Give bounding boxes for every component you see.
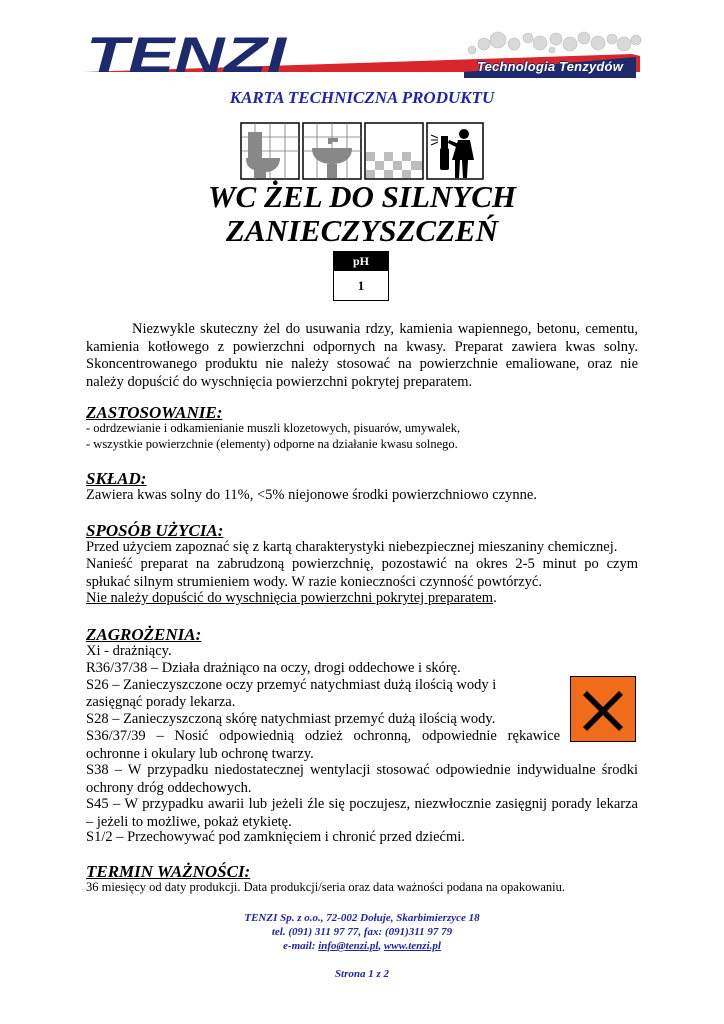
footer-company: TENZI Sp. z o.o., 72-002 Dołuje, Skarbimierzyce 18	[244, 912, 480, 924]
tenzi-logo[interactable]	[84, 30, 294, 78]
product-name-line2: ZANIECZYSZCZEŃ	[225, 213, 499, 248]
hazard-s38: S38 – W przypadku niedostatecznej wentylacji stosować odpowiednie indywidualne środki ochrony dróg oddechowych.	[86, 762, 638, 796]
hazard-s28: S28 – Zanieczyszczoną skórę natychmiast przemyć dużą ilością wody.	[86, 711, 496, 727]
footer-email-prefix: e-mail:	[283, 940, 319, 952]
sklad-text: Zawiera kwas solny do 11%, <5% niejonowe środki powierzchniowo czynne.	[86, 487, 537, 503]
footer-separator: ,	[378, 940, 384, 952]
intro-paragraph: Niezwykle skuteczny żel do usuwania rdzy, kamienia wapiennego, betonu, cementu, kamienia kotłowego z powierzchni odpornych na kwasy. Preparat zawiera kwas solny. Skoncentrowanego produktu nie należy stosować na powierzchnie emaliowane, oraz nie należy dopuścić do wyschnięcia powierzchni pokrytej preparatem.	[86, 321, 638, 390]
section-title-zagrozenia: ZAGROŻENIA:	[86, 625, 202, 644]
document-title: KARTA TECHNICZNA PRODUKTU	[229, 88, 495, 107]
ph-table	[333, 251, 389, 301]
footer-contact	[0, 939, 724, 953]
bubbles-decoration	[468, 32, 641, 54]
tagline: Technologia Tenzydów	[476, 59, 624, 74]
footer-phones: tel. (091) 311 97 77, fax: (091)311 97 79	[271, 926, 453, 938]
section-title-zastosowanie: ZASTOSOWANIE:	[86, 403, 223, 422]
header	[84, 30, 642, 80]
website-link[interactable]: www.tenzi.pl	[383, 940, 441, 952]
product-name-line1: WC ŻEL DO SILNYCH	[207, 179, 517, 214]
zastosowanie-line1: - odrdzewianie i odkamienianie muszli klozetowych, pisuarów, umywalek,	[86, 421, 461, 435]
section-title-sklad: SKŁAD:	[86, 469, 147, 488]
sposob-warning-text: Nie należy dopuścić do wyschnięcia powierzchni pokrytej preparatem	[86, 590, 494, 606]
ph-value: 1	[357, 278, 365, 293]
sposob-line2: Nanieść preparat na zabrudzoną powierzchnię, pozostawić na okres 2-5 minut po czym spłukać silnym strumieniem wody. W razie konieczności czynność powtórzyć.	[86, 556, 638, 590]
ph-label: pH	[334, 252, 388, 271]
cleaner-person-icon	[427, 123, 483, 179]
sposob-warning	[86, 590, 638, 608]
section-title-termin: TERMIN WAŻNOŚCI:	[86, 862, 251, 881]
sink-icon	[303, 123, 361, 179]
hazard-s1-2: S1/2 – Przechowywać pod zamknięciem i chronić przed dziećmi.	[86, 829, 465, 845]
hazard-xi: Xi - drażniący.	[86, 643, 172, 659]
product-name	[0, 180, 724, 248]
zastosowanie-text	[86, 421, 638, 452]
usage-icons	[240, 122, 484, 180]
hazard-s26-a: S26 – Zanieczyszczone oczy przemyć natychmiast dużą ilością wody i	[86, 677, 497, 693]
hazard-s45: S45 – W przypadku awarii lub jeżeli źle się poczujesz, niezwłocznie zasięgnij porady lekarza – jeżeli to możliwe, pokaż etykietę.	[86, 796, 638, 830]
toilet-icon	[241, 123, 299, 179]
section-title-sposob: SPOSÓB UŻYCIA:	[86, 521, 224, 540]
hazard-s26-b: zasięgnąć porady lekarza.	[86, 694, 236, 710]
page-number: Strona 1 z 2	[334, 968, 390, 980]
hazard-s36-37-39: S36/37/39 – Nosić odpowiednią odzież ochronną, odpowiednie rękawice ochronne i okulary lub ochronę twarzy.	[86, 728, 560, 762]
x-cross-icon	[571, 677, 635, 741]
sposob-line1: Przed użyciem zapoznać się z kartą charakterystyki niebezpiecznej mieszaniny chemicznej.	[86, 539, 618, 555]
sposob-warning-end: .	[493, 590, 497, 606]
zastosowanie-line2: - wszystkie powierzchnie (elementy) odporne na działanie kwasu solnego.	[86, 436, 458, 451]
logo-text: TENZI	[86, 30, 288, 78]
hazard-r-phrase: R36/37/38 – Działa drażniąco na oczy, drogi oddechowe i skórę.	[86, 660, 461, 676]
tiles-icon	[365, 123, 423, 179]
email-link[interactable]: info@tenzi.pl	[318, 940, 379, 952]
irritant-hazard-symbol	[570, 676, 636, 742]
termin-text: 36 miesięcy od daty produkcji. Data produkcji/seria oraz data ważności podana na opakowaniu.	[86, 880, 566, 894]
